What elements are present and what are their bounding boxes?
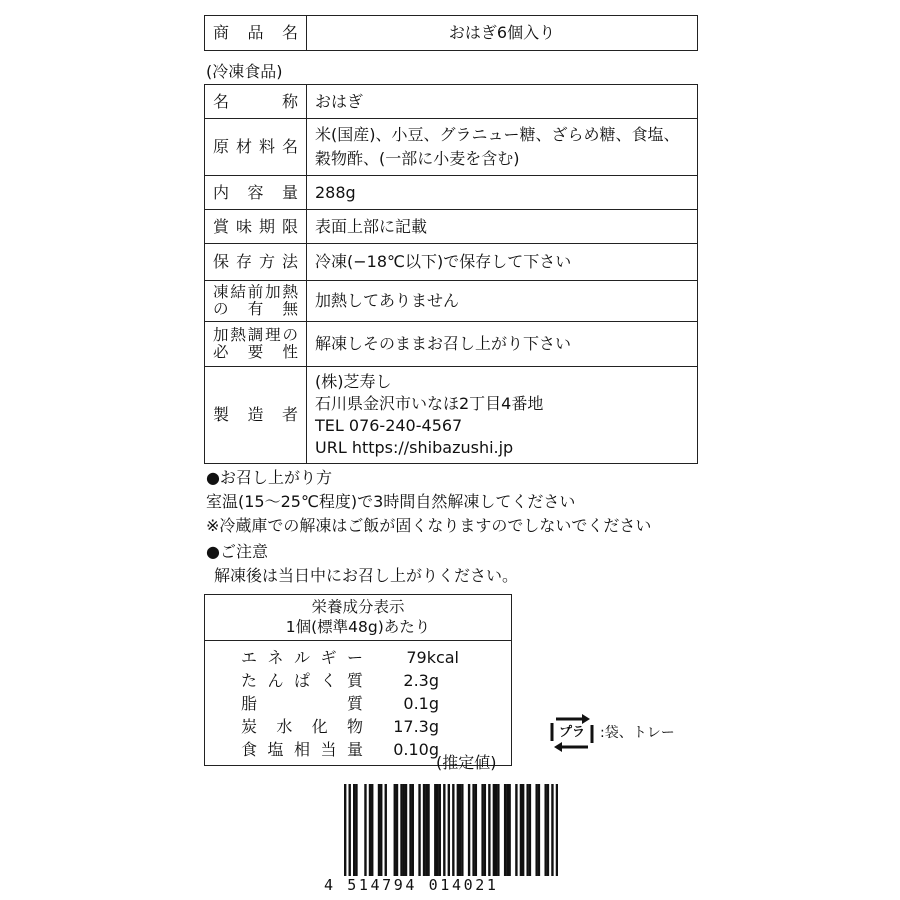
barcode-bar [497, 784, 499, 876]
nutrition-name: エネルギー [241, 648, 363, 667]
spec-row [205, 367, 698, 464]
barcode-bar [439, 784, 441, 876]
barcode-bar [349, 784, 351, 888]
barcode-bar [405, 784, 407, 876]
barcode-bar [547, 784, 549, 876]
barcode-bar [461, 784, 463, 876]
barcode-bar [508, 784, 510, 876]
spec-label-cooking-line1: 加熱調理の [213, 326, 298, 344]
barcode-bar [434, 784, 436, 876]
barcode-bar [423, 784, 425, 876]
barcode-bar [457, 784, 459, 876]
barcode-bar [529, 784, 531, 876]
nutrition-table [204, 594, 512, 766]
nutrition-value: 79kcal [406, 648, 459, 667]
manufacturer-tel: TEL 076-240-4567 [315, 416, 463, 435]
barcode-bar [448, 784, 450, 888]
nutrition-value: 0.10g [393, 740, 439, 759]
serving-line-1: 室温(15〜25℃程度)で3時間自然解凍してください [206, 492, 576, 511]
barcode-bar [472, 784, 474, 876]
nutrition-name: たんぱく質 [241, 671, 363, 690]
barcode-bar [385, 784, 387, 876]
spec-label-best-before: 賞味期限 [205, 210, 307, 244]
barcode-bar [538, 784, 540, 876]
spec-row [205, 119, 698, 176]
barcode-bar [520, 784, 522, 876]
nutrition-row [205, 669, 511, 692]
barcode-bar [412, 784, 414, 876]
spec-value-ingredients: 米(国産)、小豆、グラニュー糖、ざらめ糖、食塩、 穀物酢、(一部に小麦を含む) [307, 119, 698, 176]
barcode-bar [436, 784, 438, 876]
nutrition-row [205, 646, 511, 669]
barcode-bar [418, 784, 420, 876]
barcode-digits: 4 514794 014021 [322, 876, 562, 894]
product-name-value: おはぎ6個入り [307, 16, 698, 51]
serving-line-2: ※冷蔵庫での解凍はご飯が固くなりますのでしないでください [206, 516, 652, 535]
nutrition-title: 栄養成分表示 [311, 598, 405, 616]
barcode-bar [544, 784, 546, 876]
spec-row [205, 322, 698, 367]
barcode-bar [475, 784, 477, 876]
barcode-bar [403, 784, 405, 876]
spec-label-preheated-line1: 凍結前加熱 [213, 283, 298, 301]
barcode-bar [364, 784, 366, 876]
barcode-bar [551, 784, 553, 888]
barcode-bar [522, 784, 524, 876]
spec-value-storage: 冷凍(−18℃以下)で保存して下さい [307, 244, 698, 281]
caution-line-1: 解凍後は当日中にお召し上がりください。 [214, 566, 519, 585]
barcode-bar [400, 784, 402, 876]
barcode-bar [481, 784, 483, 876]
nutrition-row [205, 715, 511, 738]
product-name-label: 商品名 [205, 16, 307, 51]
spec-value-contents: 288g [307, 176, 698, 210]
nutrition-value: 2.3g [403, 671, 439, 690]
spec-row [205, 176, 698, 210]
spec-value-manufacturer [307, 367, 698, 464]
barcode-bar [353, 784, 355, 876]
nutrition-value: 0.1g [403, 694, 439, 713]
barcode-bar [443, 784, 445, 876]
manufacturer-address: 石川県金沢市いなほ2丁目4番地 [315, 394, 544, 413]
barcode [344, 784, 558, 888]
barcode-bar [378, 784, 380, 876]
barcode-bar [459, 784, 461, 876]
barcode-bar [493, 784, 495, 876]
barcode-bar [535, 784, 537, 876]
manufacturer-name: (株)芝寿し [315, 372, 392, 391]
spec-label-ingredients: 原材料名 [205, 119, 307, 176]
recycle-text: :袋、トレー [600, 725, 675, 741]
spec-label-cooking [205, 322, 307, 367]
barcode-bar [425, 784, 427, 876]
nutrition-value: 17.3g [393, 717, 439, 736]
nutrition-row [205, 692, 511, 715]
barcode-bar [380, 784, 382, 876]
spec-label-preheated-line2: の有無 [213, 300, 298, 318]
spec-row [205, 210, 698, 244]
spec-row [205, 85, 698, 119]
barcode-bar [369, 784, 371, 876]
category-label: (冷凍食品) [206, 62, 283, 81]
spec-label-preheated [205, 281, 307, 322]
spec-row [205, 281, 698, 322]
nutrition-name: 食塩相当量 [241, 740, 363, 759]
barcode-bar [396, 784, 398, 876]
barcode-bar [371, 784, 373, 876]
nutrition-note: (推定値) [436, 753, 497, 772]
barcode-bar [504, 784, 506, 876]
barcode-bar [526, 784, 528, 876]
nutrition-name: 脂質 [241, 694, 363, 713]
barcode-bar [556, 784, 558, 888]
nutrition-header [205, 595, 511, 641]
barcode-bar [344, 784, 346, 888]
spec-value-preheated: 加熱してありません [307, 281, 698, 322]
barcode-bar [427, 784, 429, 876]
barcode-bar [355, 784, 357, 876]
spec-label-manufacturer: 製造者 [205, 367, 307, 464]
barcode-bar [484, 784, 486, 876]
barcode-bar [488, 784, 490, 876]
spec-table [204, 84, 698, 464]
barcode-bar [394, 784, 396, 876]
spec-value-best-before: 表面上部に記載 [307, 210, 698, 244]
barcode-bar [409, 784, 411, 876]
recycle-mark [546, 711, 598, 755]
nutrition-rows [205, 641, 511, 765]
product-name-table [204, 15, 698, 51]
serving-heading: ●お召し上がり方 [206, 468, 332, 487]
spec-label-contents: 内容量 [205, 176, 307, 210]
barcode-bar [495, 784, 497, 876]
caution-heading: ●ご注意 [206, 542, 268, 561]
barcode-bar [506, 784, 508, 876]
nutrition-subtitle: 1個(標準48g)あたり [285, 618, 431, 636]
manufacturer-url[interactable]: URL https://shibazushi.jp [315, 438, 514, 457]
spec-value-name: おはぎ [307, 85, 698, 119]
nutrition-name: 炭水化物 [241, 717, 363, 736]
recycle-mark-text: プラ [558, 725, 585, 740]
spec-row [205, 244, 698, 281]
spec-label-cooking-line2: 必要性 [213, 343, 298, 361]
barcode-bar [452, 784, 454, 888]
spec-value-cooking: 解凍しそのままお召し上がり下さい [307, 322, 698, 367]
barcode-bar [515, 784, 517, 876]
spec-label-storage: 保存方法 [205, 244, 307, 281]
spec-label-name: 名称 [205, 85, 307, 119]
barcode-bar [468, 784, 470, 876]
